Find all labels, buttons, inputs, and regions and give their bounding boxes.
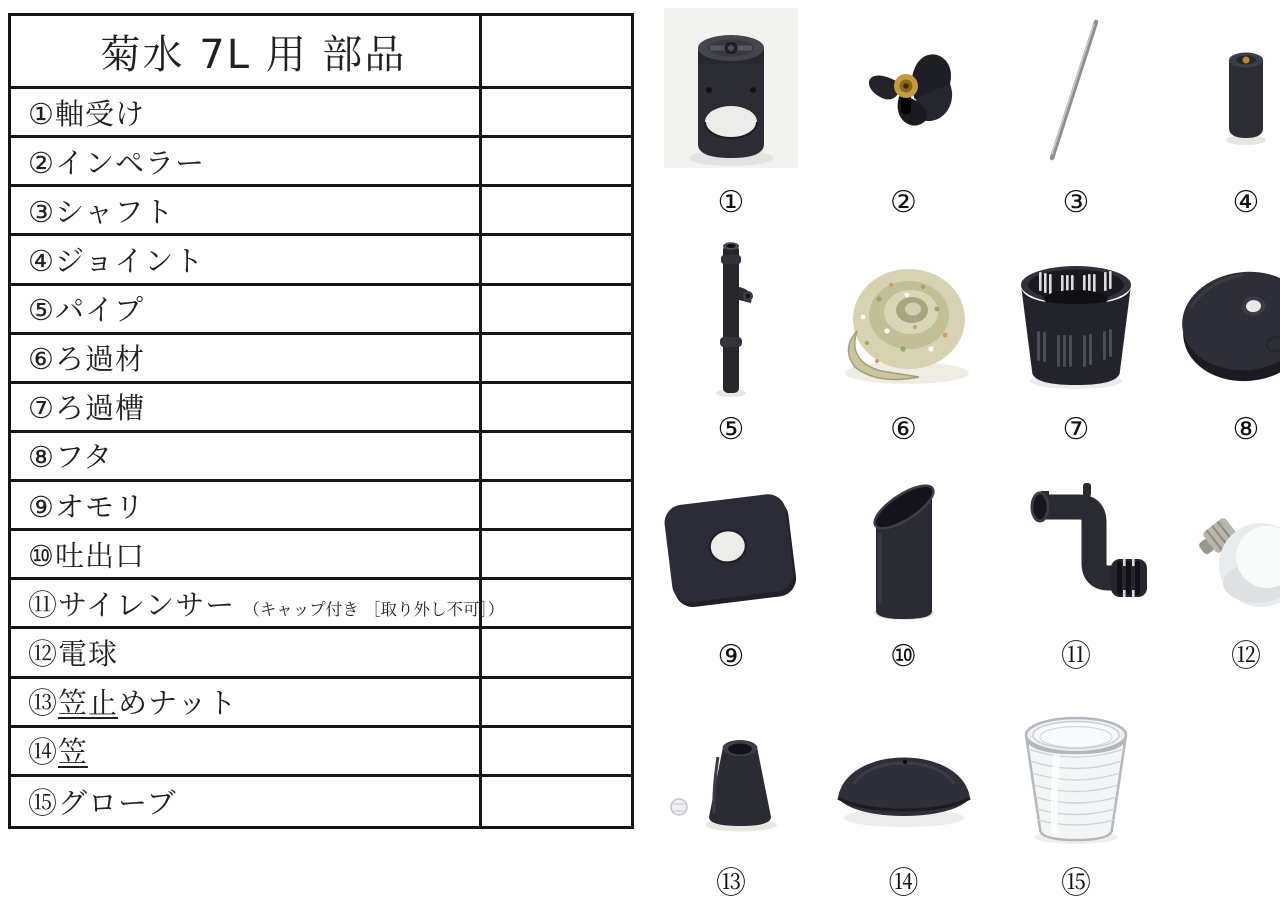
joint-icon <box>1161 0 1280 183</box>
part-photo-number: ⑨ <box>717 639 745 674</box>
part-row-label <box>28 92 145 133</box>
part-row-label <box>28 190 174 231</box>
table-row-label-cell <box>11 580 505 629</box>
shade-nut-icon <box>646 681 816 864</box>
part-photo-item <box>1161 454 1280 681</box>
part-number-glyph: ⑦ <box>28 391 55 426</box>
table-row-label-cell <box>11 531 482 580</box>
globe-icon <box>991 681 1161 864</box>
part-label: シャフト <box>55 194 175 229</box>
part-row-label <box>28 485 145 526</box>
lid-icon <box>1161 227 1280 410</box>
part-photo-item <box>991 0 1161 227</box>
part-number-glyph: ⑧ <box>28 440 55 475</box>
part-photo-number: ③ <box>1062 185 1090 220</box>
table-row-label-cell <box>11 286 482 335</box>
part-photo-number: ⑮ <box>1061 866 1091 901</box>
part-photo-number: ⑬ <box>716 866 746 901</box>
part-label: オモリ <box>55 489 146 524</box>
part-number-glyph: ① <box>28 96 55 131</box>
table-row-empty-cell <box>482 335 631 384</box>
part-label-note: （キャップ付き ［取り外し不可］） <box>243 599 505 619</box>
table-row-empty-cell <box>482 236 631 285</box>
part-photo-number: ⑫ <box>1231 639 1261 674</box>
part-photo-number: ⑧ <box>1232 412 1260 447</box>
table-row-empty-cell <box>482 138 631 187</box>
part-photo-item <box>991 681 1161 908</box>
part-photo-number: ⑩ <box>890 639 917 674</box>
part-row-label <box>28 730 88 771</box>
table-row-empty-cell <box>482 679 631 728</box>
part-label: サイレンサー <box>58 587 236 622</box>
part-photo-item <box>646 454 816 681</box>
part-number-glyph: ③ <box>28 194 55 229</box>
part-photo-item <box>816 454 991 681</box>
part-number-glyph: ⑩ <box>28 538 55 573</box>
table-row-empty-cell <box>482 580 631 629</box>
part-photo-item <box>816 681 991 908</box>
part-row-label <box>28 337 145 378</box>
part-label: 吐出口 <box>55 538 146 573</box>
outlet-spout-icon <box>816 454 991 637</box>
part-photo-item <box>816 227 991 454</box>
part-photo-item <box>1161 0 1280 227</box>
part-label: フタ <box>55 440 113 475</box>
table-row-label-cell <box>11 629 482 678</box>
part-photo-item <box>646 227 816 454</box>
part-label-underlined: 笠止 <box>58 686 119 721</box>
part-label: ろ過材 <box>55 342 146 377</box>
table-row-label-cell <box>11 433 482 482</box>
table-row-empty-cell <box>482 433 631 482</box>
parts-table <box>8 13 634 829</box>
part-row-label <box>28 681 237 722</box>
table-row-empty-cell <box>482 777 631 826</box>
part-label: グローブ <box>58 785 177 820</box>
table-row-label-cell <box>11 728 482 777</box>
part-photo-number: ⑪ <box>1061 639 1091 674</box>
part-label: ジョイント <box>55 243 205 278</box>
table-row-empty-cell <box>482 89 631 138</box>
part-row-label <box>28 583 504 624</box>
page-title: 菊水 7L 用 部品 <box>100 31 407 78</box>
table-row-label-cell <box>11 335 482 384</box>
table-header-empty-cell <box>482 16 631 89</box>
filter-media-icon <box>816 227 991 410</box>
part-number-glyph: ⑭ <box>28 735 59 770</box>
table-row-label-cell <box>11 679 482 728</box>
table-row-empty-cell <box>482 482 631 531</box>
weight-plate-icon <box>646 454 816 637</box>
part-number-glyph: ⑫ <box>28 637 59 672</box>
part-number-glyph: ⑨ <box>28 489 55 524</box>
part-photo-number: ⑦ <box>1062 412 1090 447</box>
table-row-empty-cell <box>482 728 631 777</box>
part-photo-item <box>646 0 816 227</box>
part-row-label <box>28 781 177 822</box>
part-number-glyph: ⑮ <box>28 785 59 820</box>
silencer-icon <box>991 454 1161 637</box>
part-row-label <box>28 239 204 280</box>
part-label: 軸受け <box>55 96 146 131</box>
bearing-housing-icon <box>646 0 816 183</box>
table-row-empty-cell <box>482 384 631 433</box>
table-row-empty-cell <box>482 531 631 580</box>
part-row-label <box>28 632 118 673</box>
table-row-label-cell <box>11 138 482 187</box>
part-photo-number: ⑤ <box>717 412 745 447</box>
part-row-label <box>28 386 145 427</box>
table-row-label-cell <box>11 187 482 236</box>
part-label: インペラー <box>55 145 206 180</box>
part-row-label <box>28 435 113 476</box>
table-row-label-cell <box>11 482 482 531</box>
part-label: ろ過槽 <box>55 391 146 426</box>
part-row-label <box>28 141 205 182</box>
shade-icon <box>816 681 991 864</box>
part-photo-number: ① <box>717 185 745 220</box>
part-row-label <box>28 288 144 329</box>
part-number-glyph: ② <box>28 145 55 180</box>
part-photo-number: ④ <box>1232 185 1260 220</box>
part-photo-item <box>991 454 1161 681</box>
shaft-icon <box>991 0 1161 183</box>
part-number-glyph: ④ <box>28 243 55 278</box>
part-label: 電球 <box>58 637 119 672</box>
table-row-label-cell <box>11 89 482 138</box>
table-row-label-cell <box>11 384 482 433</box>
table-row-empty-cell <box>482 286 631 335</box>
table-row-label-cell <box>11 236 482 285</box>
impeller-icon <box>816 0 991 183</box>
part-photo-number: ⑥ <box>890 412 917 447</box>
part-number-glyph: ⑥ <box>28 342 55 377</box>
part-label-rest: めナット <box>118 686 238 721</box>
part-number-glyph: ⑪ <box>28 587 59 622</box>
part-label: パイプ <box>55 293 145 328</box>
light-bulb-icon <box>1161 454 1280 637</box>
part-number-glyph: ⑬ <box>28 686 59 721</box>
part-photo-item <box>991 227 1161 454</box>
table-row-label-cell <box>11 777 482 826</box>
part-photo-number: ⑭ <box>888 866 919 901</box>
part-photo-item <box>1161 227 1280 454</box>
parts-photo-grid <box>646 0 1280 908</box>
pipe-icon <box>646 227 816 410</box>
part-photo-item <box>816 0 991 227</box>
part-number-glyph: ⑤ <box>28 293 55 328</box>
table-row-empty-cell <box>482 187 631 236</box>
part-photo-item <box>646 681 816 908</box>
filter-basket-icon <box>991 227 1161 410</box>
part-label-underlined: 笠 <box>58 735 89 770</box>
table-row-empty-cell <box>482 629 631 678</box>
part-photo-number: ② <box>890 185 917 220</box>
table-title-cell <box>11 16 482 89</box>
part-row-label <box>28 534 145 575</box>
